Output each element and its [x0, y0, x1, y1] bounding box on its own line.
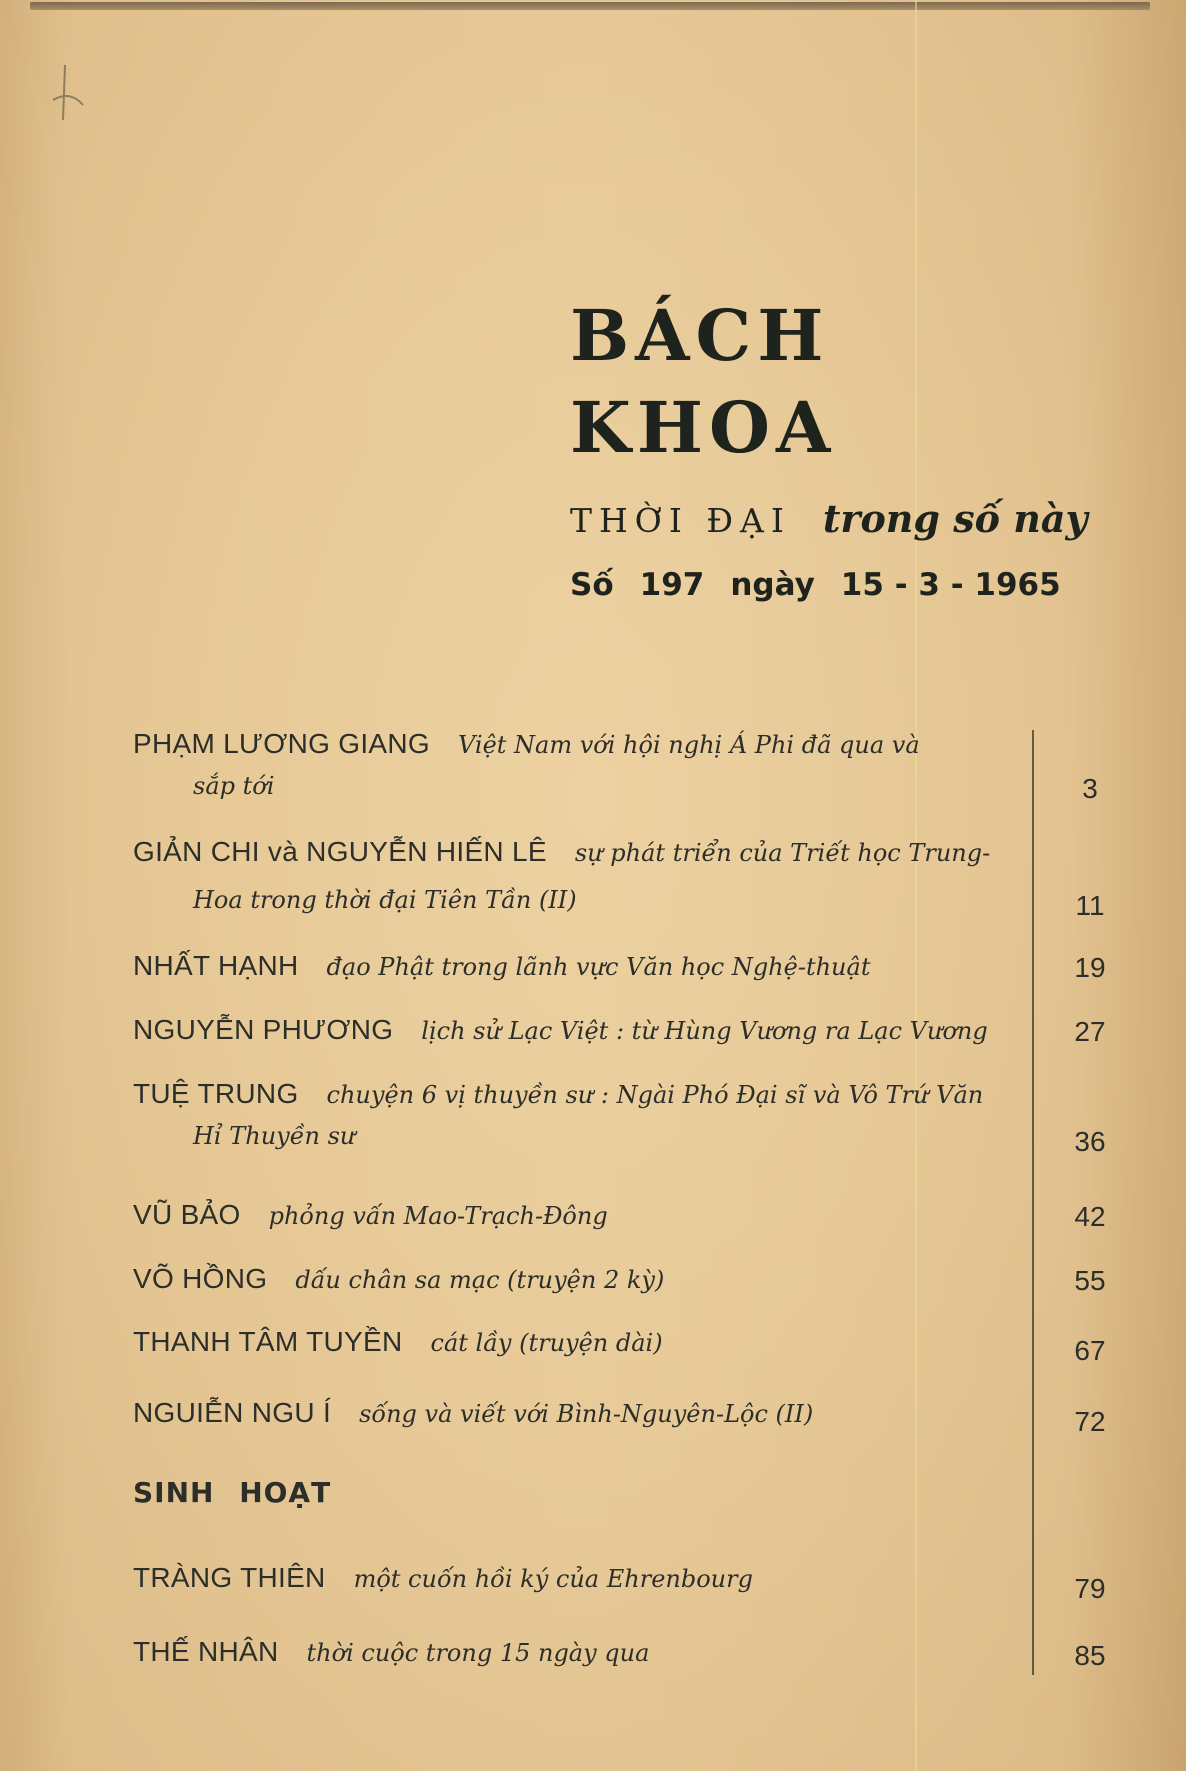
toc-entry[interactable] — [133, 1195, 1033, 1236]
toc-entry[interactable] — [133, 1259, 1033, 1300]
entry-page-number: 85 — [1074, 1640, 1106, 1671]
entry-author: GIẢN CHI và NGUYỄN HIẾN LÊ — [133, 836, 547, 867]
entry-author: VŨ BẢO — [133, 1199, 241, 1230]
issue-date: 15 - 3 - 1965 — [840, 567, 1061, 603]
entry-page-number: 19 — [1074, 952, 1106, 983]
toc-entry[interactable] — [133, 1393, 1033, 1434]
entry-author: NGUYỄN PHƯƠNG — [133, 1014, 394, 1045]
entry-author: NHẤT HẠNH — [133, 950, 299, 981]
entry-page-number: 27 — [1074, 1016, 1106, 1047]
entry-title: thời cuộc trong 15 ngày qua — [306, 1639, 650, 1667]
entry-author: TUỆ TRUNG — [133, 1078, 299, 1109]
magazine-title-line2: KHOA — [570, 386, 837, 469]
toc-entry[interactable] — [133, 1632, 1033, 1673]
entry-title: chuyện 6 vị thuyền sư : Ngài Phó Đại sĩ và Vô Trứ Văn — [326, 1081, 984, 1109]
entry-page-number: 3 — [1082, 773, 1098, 804]
toc-entry[interactable] — [133, 832, 1033, 920]
issue-label: Số — [570, 567, 614, 603]
entry-page-number: 79 — [1074, 1573, 1106, 1604]
entry-author: TRÀNG THIÊN — [133, 1562, 326, 1593]
entry-author: THANH TÂM TUYỀN — [133, 1326, 403, 1357]
toc-entry[interactable] — [133, 946, 1033, 987]
entry-page-number: 42 — [1074, 1201, 1106, 1232]
entry-page-number: 11 — [1075, 890, 1105, 921]
entry-page-number: 55 — [1074, 1265, 1106, 1296]
entry-title-continued: Hoa trong thời đại Tiên Tần (II) — [193, 886, 577, 914]
entry-page-number: 67 — [1074, 1335, 1106, 1366]
toc-entry[interactable] — [133, 724, 1033, 806]
entry-title: Việt Nam với hội nghị Á Phi đã qua và — [457, 731, 920, 759]
toc-entry[interactable] — [133, 1074, 1033, 1156]
entry-title: một cuốn hồi ký của Ehrenbourg — [353, 1565, 753, 1593]
entry-author: THẾ NHÂN — [133, 1636, 279, 1667]
entry-page-number: 36 — [1074, 1126, 1106, 1157]
entry-title: phỏng vấn Mao-Trạch-Đông — [268, 1202, 608, 1230]
entry-author: PHẠM LƯƠNG GIANG — [133, 728, 430, 759]
entry-title: dấu chân sa mạc (truyện 2 kỳ) — [295, 1266, 665, 1294]
issue-number: 197 — [639, 567, 705, 603]
entry-page-number: 72 — [1074, 1406, 1106, 1437]
entry-title-continued: Hỉ Thuyền sư — [193, 1122, 356, 1150]
entry-title: cát lầy (truyện dài) — [430, 1329, 663, 1357]
entry-title: sống và viết với Bình-Nguyên-Lộc (II) — [359, 1400, 814, 1428]
toc-entry[interactable] — [133, 1010, 1033, 1051]
magazine-subtitle: THỜI ĐẠI — [570, 501, 791, 540]
entry-author: VÕ HỒNG — [133, 1263, 268, 1294]
date-label: ngày — [730, 567, 815, 603]
entry-title: đạo Phật trong lãnh vực Văn học Nghệ-thuật — [326, 953, 871, 981]
magazine-title-line1: BÁCH — [570, 294, 830, 377]
entry-title-continued: sắp tới — [193, 772, 275, 800]
toc-entry[interactable] — [133, 1558, 1033, 1599]
section-heading: SINH HOẠT — [133, 1476, 332, 1509]
entry-author: NGUIỄN NGU Í — [133, 1397, 332, 1428]
toc-entry[interactable] — [133, 1322, 1033, 1363]
entry-title: sự phát triển của Triết học Trung- — [574, 839, 991, 867]
contents-tagline: trong số này — [822, 496, 1088, 541]
entry-title: lịch sử Lạc Việt : từ Hùng Vương ra Lạc Vương — [421, 1017, 988, 1045]
